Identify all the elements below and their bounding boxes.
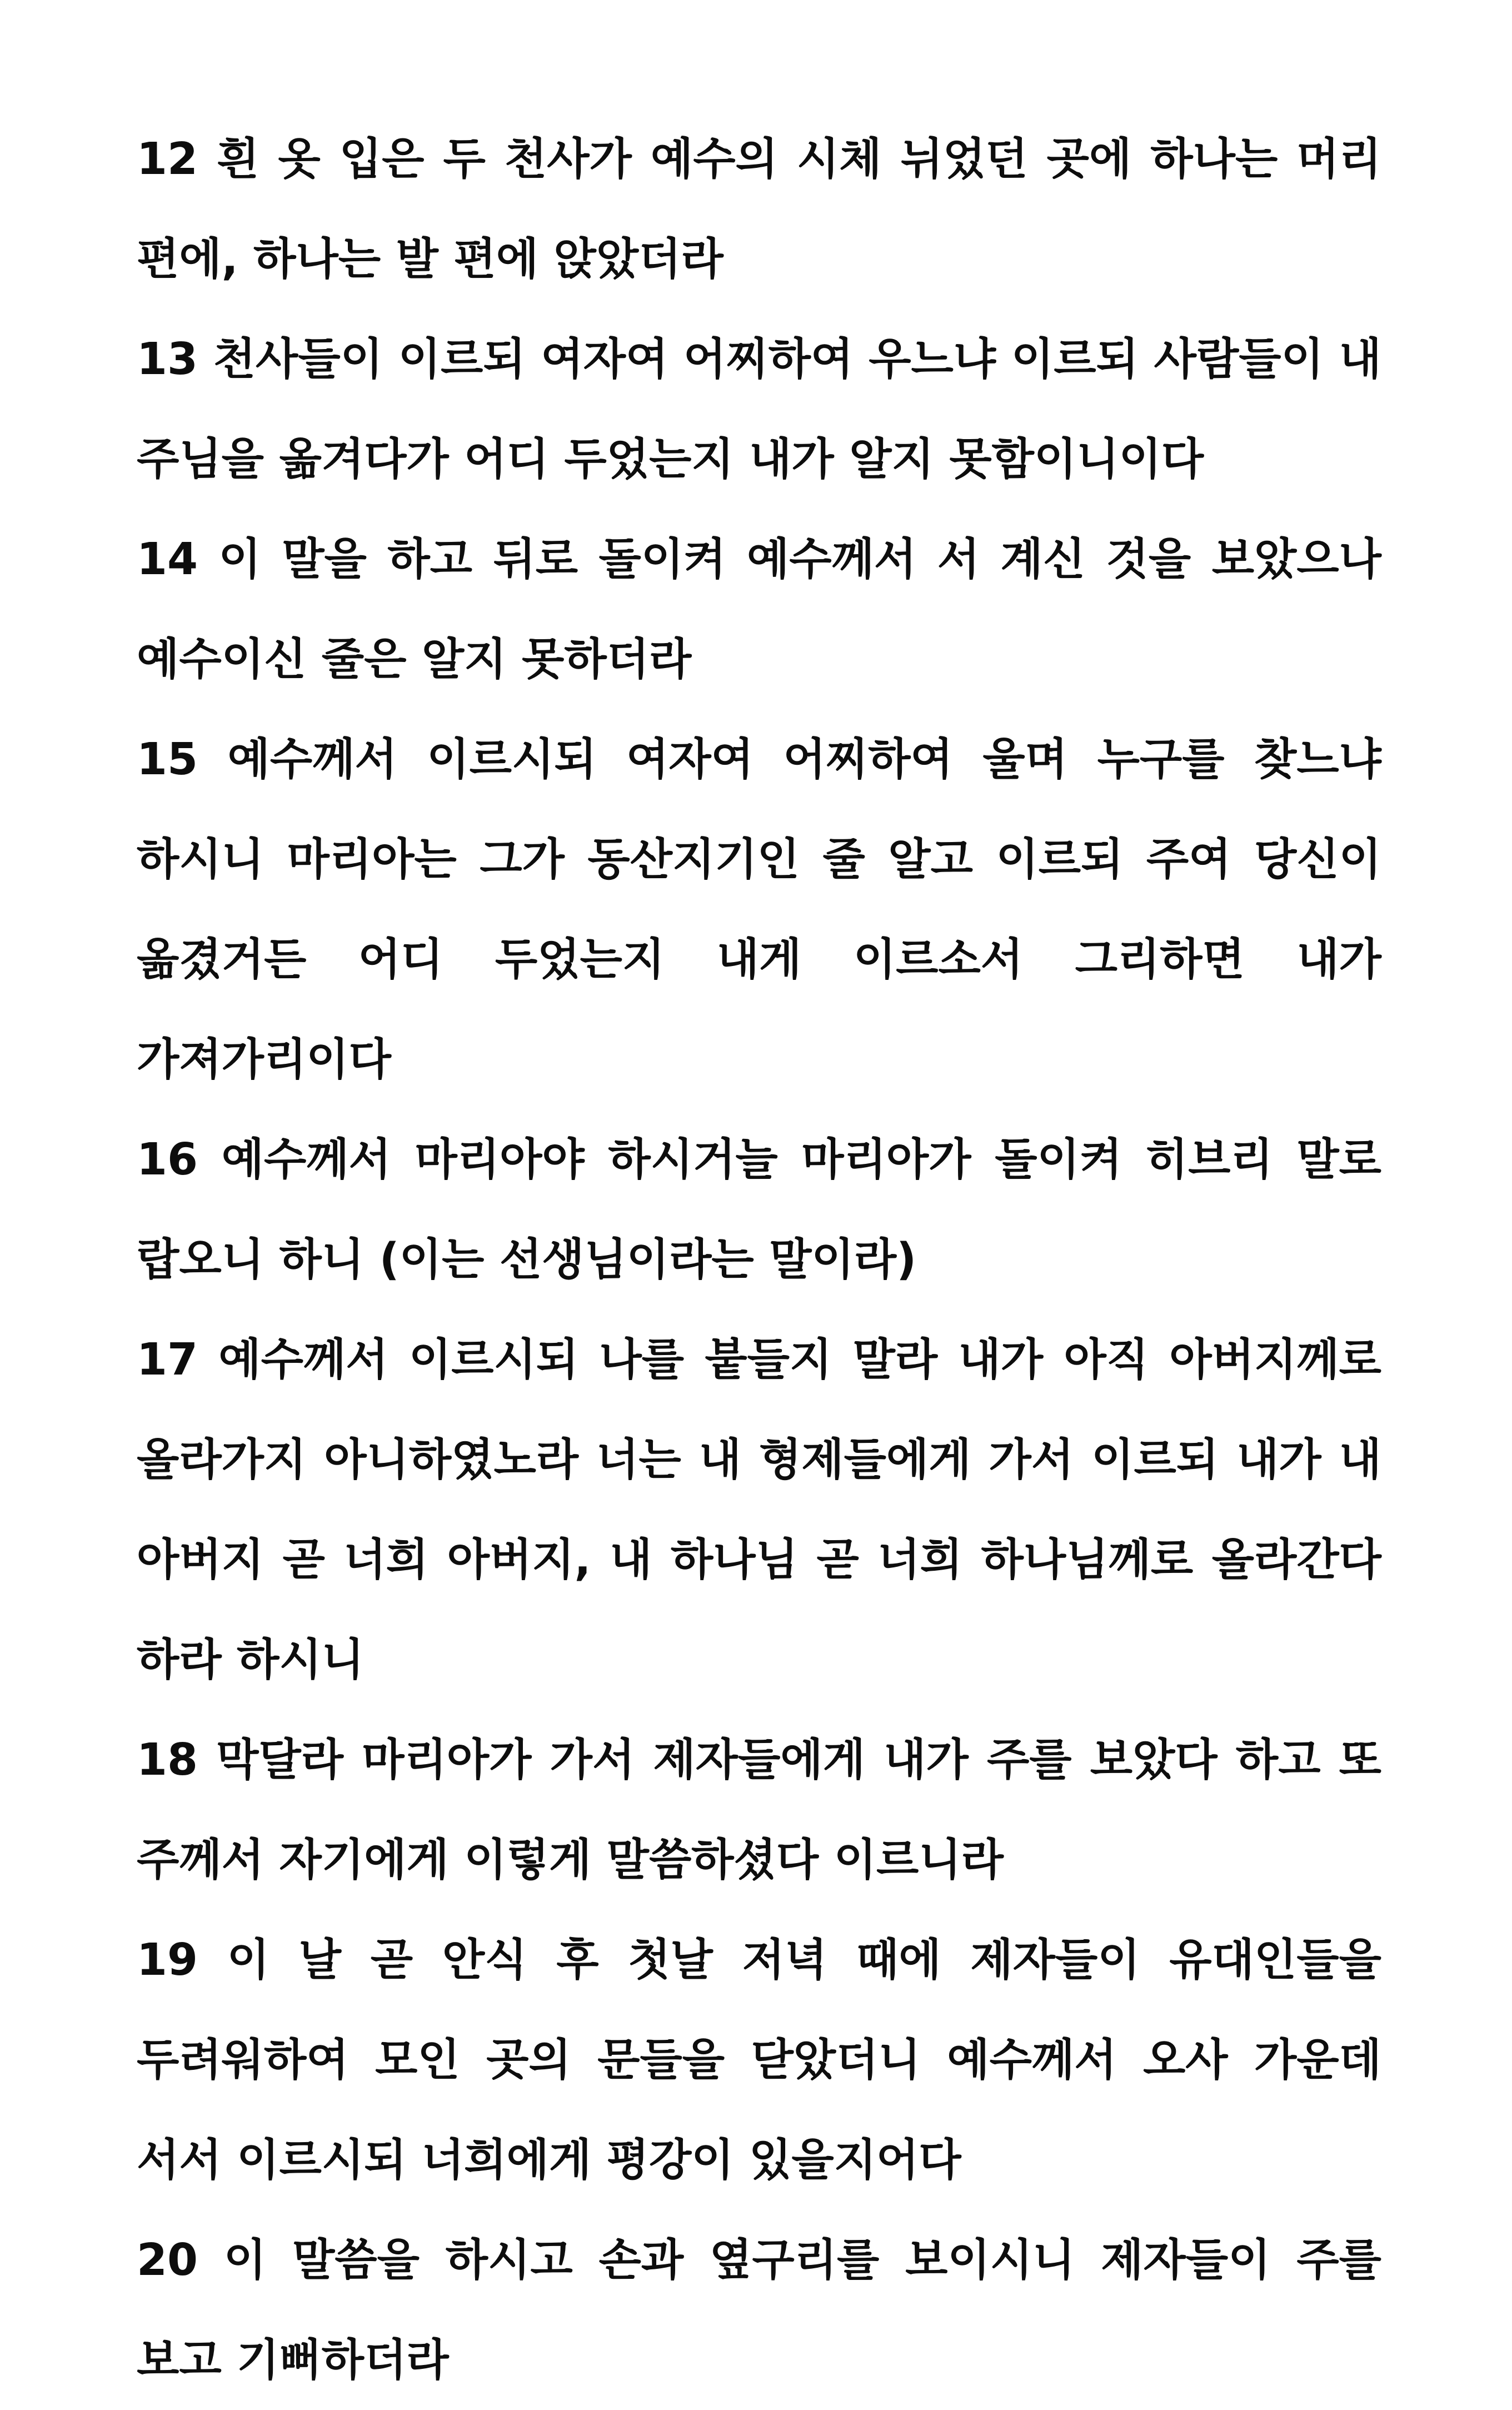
verse-16: 16 예수께서 마리아야 하시거늘 마리아가 돌이켜 히브리 말로 랍오니 하니 (이는 선생님이라는 말이라): [137, 1134, 1381, 1285]
verse-17: 17 예수께서 이르시되 나를 붙들지 말라 내가 아직 아버지께로 올라가지 아니하였노라 너는 내 형제들에게 가서 이르되 내가 내 아버지 곧 너희 아버지, 내 하나님 곧 너희 하나님께로 올라간다 하라 하시니: [137, 1334, 1381, 1685]
verse-12: 12 흰 옷 입은 두 천사가 예수의 시체 뉘었던 곳에 하나는 머리 편에, 하나는 발 편에 앉았더라: [137, 133, 1381, 285]
verse-15: 15 예수께서 이르시되 여자여 어찌하여 울며 누구를 찾느냐 하시니 마리아는 그가 동산지기인 줄 알고 이르되 주여 당신이 옮겼거든 어디 두었는지 내게 이르소서 그리하면 내가 가져가리이다: [137, 734, 1381, 1085]
scripture-text-block: [137, 109, 1381, 2410]
verse-20: 20 이 말씀을 하시고 손과 옆구리를 보이시니 제자들이 주를 보고 기뻐하더라: [137, 2234, 1381, 2386]
verse-18: 18 막달라 마리아가 가서 제자들에게 내가 주를 보았다 하고 또 주께서 자기에게 이렇게 말씀하셨다 이르니라: [137, 1734, 1381, 1885]
verse-19: 19 이 날 곧 안식 후 첫날 저녁 때에 제자들이 유대인들을 두려워하여 모인 곳의 문들을 닫았더니 예수께서 오사 가운데 서서 이르시되 너희에게 평강이 있을지어다: [137, 1934, 1381, 2185]
verse-14: 14 이 말을 하고 뒤로 돌이켜 예수께서 서 계신 것을 보았으나 예수이신 줄은 알지 못하더라: [137, 534, 1381, 685]
verse-13: 13 천사들이 이르되 여자여 어찌하여 우느냐 이르되 사람들이 내 주님을 옮겨다가 어디 두었는지 내가 알지 못함이니이다: [137, 333, 1381, 485]
